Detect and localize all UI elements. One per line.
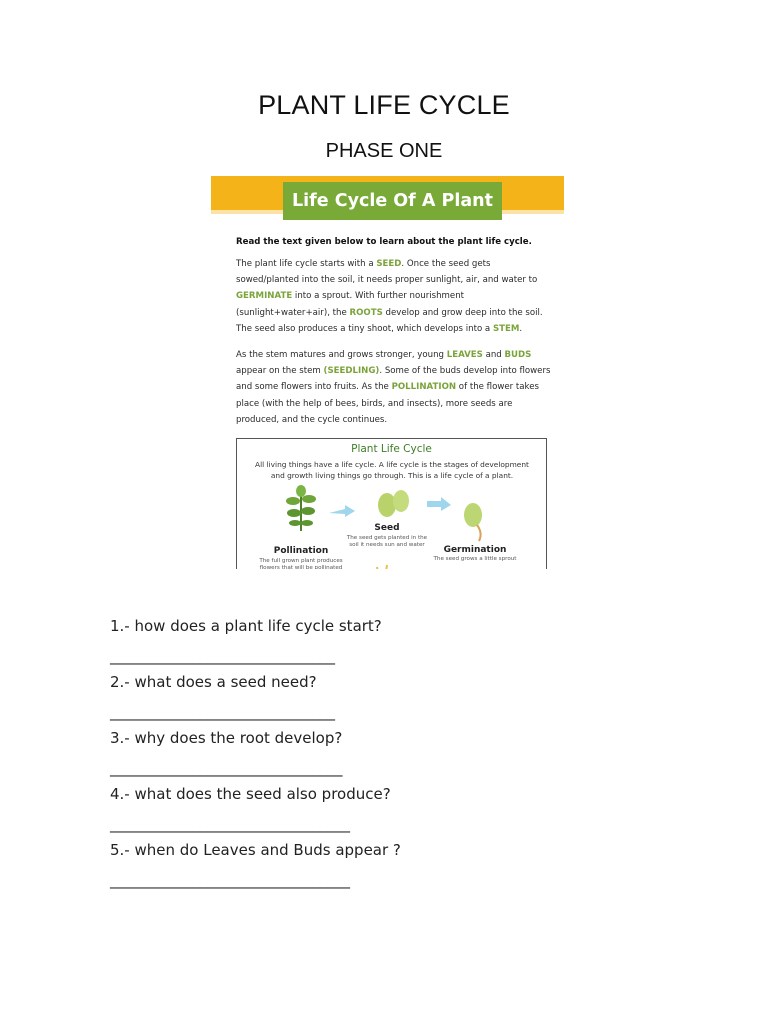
keyword-seedling: (SEEDLING) xyxy=(323,366,380,377)
figure-banner: Life Cycle Of A Plant xyxy=(283,182,502,220)
keyword-pollination: POLLINATION xyxy=(391,382,457,393)
question-3: 3.- why does the root develop? xyxy=(110,729,343,747)
figure-paragraph-2: As the stem matures and grows stronger, young LEAVES and BUDS appear on the stem (SEEDLING). Some of the buds develop into flowers and some flowers into fruits. As the POLLINATION of the flower takes place (with the help of bees, birds, and insects), more seeds are produced, and the cycle continues. xyxy=(236,350,551,425)
question-4: 4.- what does the seed also produce? xyxy=(110,785,391,803)
page-title: PLANT LIFE CYCLE xyxy=(258,90,510,120)
answer-blank-2[interactable]: ______________________________ xyxy=(110,703,335,721)
arrow-icon xyxy=(427,497,451,511)
keyword-stem: STEM xyxy=(492,323,520,334)
stage-germination-caption: The seed grows a little sprout xyxy=(433,556,517,562)
answer-blank-5[interactable]: ________________________________ xyxy=(110,871,350,889)
stage-germination: Germination xyxy=(443,545,507,555)
stage-seed-caption: The seed gets planted in the soil it needs sun and water xyxy=(346,535,428,548)
question-2: 2.- what does a seed need? xyxy=(110,673,317,691)
arrow-icon xyxy=(329,505,355,517)
figure-lead: Read the text given below to learn about the plant life cycle. xyxy=(236,237,532,247)
stage-pollination-caption: The full grown plant produces flowers that will be pollinated xyxy=(259,558,343,569)
answer-blank-1[interactable]: ______________________________ xyxy=(110,647,335,665)
stage-seed: Seed xyxy=(374,523,400,533)
seed-icon xyxy=(378,490,409,517)
keyword-seed: SEED xyxy=(376,259,402,269)
diagram-intro: All living things have a life cycle. A life cycle is the stages of development and growth living things go through. This is a life cycle of a plant. xyxy=(255,460,529,480)
answer-blank-4[interactable]: ________________________________ xyxy=(110,815,350,833)
answer-blank-3[interactable]: _______________________________ xyxy=(110,759,343,777)
question-1: 1.- how does a plant life cycle start? xyxy=(110,617,382,635)
stage-pollination: Pollination xyxy=(273,546,329,556)
plant-life-cycle-diagram xyxy=(236,438,547,569)
sprout-partial-icon xyxy=(377,565,387,569)
page-subtitle: PHASE ONE xyxy=(325,140,443,162)
question-5: 5.- when do Leaves and Buds appear ? xyxy=(110,841,401,859)
sprout-icon xyxy=(464,503,482,541)
keyword-leaves: LEAVES xyxy=(446,350,483,360)
flowering-plant-icon xyxy=(286,485,316,531)
diagram-title: Plant Life Cycle xyxy=(351,443,432,455)
life-cycle-figure xyxy=(211,176,564,569)
keyword-buds: BUDS xyxy=(504,350,532,360)
keyword-roots: ROOTS xyxy=(349,307,383,318)
figure-paragraph-1: The plant life cycle starts with a SEED. Once the seed gets sowed/planted into the soil, it needs proper sunlight, air, and water to GERMINATE into a sprout. With further nourishment (sunlight+water+air), the ROOTS develop and grow deep into the soil. The seed also produces a tiny shoot, which develops into a STEM. xyxy=(236,259,543,334)
keyword-germinate: GERMINATE xyxy=(236,291,293,302)
